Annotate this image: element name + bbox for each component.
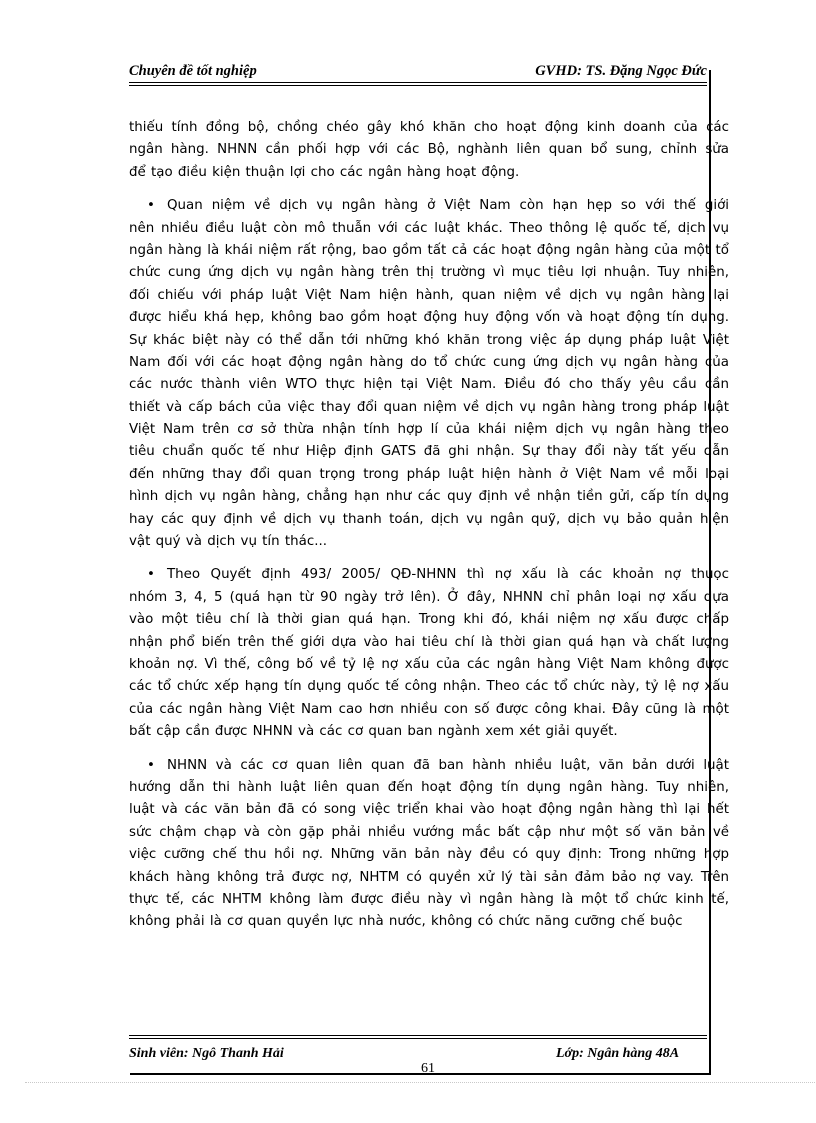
- line-text: Việt Nam trên cơ sở thừa nhận tính hợp lí của khái niệm dịch vụ ngân hàng theo: [129, 422, 729, 438]
- text-line: [129, 755, 729, 777]
- text-line: [129, 564, 729, 586]
- line-text: sức chậm chạp và còn gặp phải nhiều vướng mắc bất cập như một số văn bản về: [129, 824, 729, 840]
- page-frame-bottom: [130, 1073, 711, 1075]
- text-line: [129, 699, 729, 721]
- line-text: không phải là cơ quan quyền lực nhà nước, không có chức năng cưỡng chế buộc: [129, 914, 683, 930]
- text-line: [129, 374, 729, 396]
- text-line: [129, 721, 729, 743]
- line-text: hướng dẫn thi hành luật liên quan đến hoạt động tín dụng ngân hàng. Tuy nhiên,: [129, 779, 729, 795]
- line-text: ngân hàng là khái niệm rất rộng, bao gồm tất cả các hoạt động ngân hàng của một tổ: [129, 242, 729, 258]
- line-text: Theo Quyết định 493/ 2005/ QĐ-NHNN thì nợ xấu là các khoản nợ thuọc: [167, 567, 729, 583]
- text-line: [129, 117, 729, 139]
- line-text: bất cập cần được NHNN và các cơ quan ban ngành xem xét giải quyết.: [129, 724, 618, 740]
- page-header: [129, 60, 707, 83]
- line-text: vật quý và dịch vụ tín thác...: [129, 534, 327, 550]
- footer-class: Lớp: Ngân hàng 48A: [556, 1046, 680, 1061]
- line-text: việc cưỡng chế thu hồi nợ. Những văn bản này đều có quy định: Trong những hợp: [129, 847, 729, 863]
- line-text: hình dịch vụ ngân hàng, chẳng hạn như các quy định về nhận tiền gửi, cấp tín dụng: [129, 489, 729, 505]
- text-line: [129, 419, 729, 441]
- line-text: thực tế, các NHTM không làm được điều này vì ngân hàng là một tổ chức kinh tế,: [129, 891, 729, 907]
- line-text: để tạo điều kiện thuận lợi cho các ngân hàng hoạt động.: [129, 164, 520, 180]
- text-line: [129, 889, 729, 911]
- text-line: [129, 822, 729, 844]
- text-line: [129, 911, 729, 933]
- line-text: các nước thành viên WTO thực hiện tại Việt Nam. Điều đó cho thấy yêu cầu cần: [129, 377, 729, 393]
- bullet-icon: •: [147, 198, 155, 214]
- line-text: khách hàng không trả được nợ, NHTM có quyền xử lý tài sản đảm bảo nợ vay. Trên: [129, 869, 729, 885]
- line-text: của các ngân hàng Việt Nam cao hơn nhiều con số được công khai. Đây cũng là một: [129, 701, 729, 717]
- line-text: nên nhiều điều luật còn mô thuẫn với các luật khác. Theo thông lệ quốc tế, dịch vụ: [129, 220, 729, 236]
- text-line: [129, 867, 729, 889]
- line-text: luật và các văn bản đã có song việc triển khai vào hoạt động ngân hàng thì lại hết: [129, 802, 729, 818]
- header-supervisor: GVHD: TS. Đặng Ngọc Đức: [535, 63, 707, 79]
- line-text: nhóm 3, 4, 5 (quá hạn từ 90 ngày trở lên). Ở đây, NHNN chỉ phân loại nợ xấu dựa: [129, 589, 729, 605]
- text-line: [129, 285, 729, 307]
- page-footer: [129, 1038, 707, 1061]
- text-line: [129, 139, 729, 161]
- text-line: [129, 307, 729, 329]
- line-text: thiếu tính đồng bộ, chồng chéo gây khó khăn cho hoạt động kinh doanh của các: [129, 120, 729, 135]
- line-text: NHNN và các cơ quan liên quan đã ban hành nhiều luật, văn bản dưới luật: [167, 757, 729, 773]
- line-text: được hiểu khá hẹp, không bao gồm hoạt động huy động vốn và hoạt động tín dụng.: [129, 310, 729, 326]
- text-line: [129, 844, 729, 866]
- text-line: [129, 441, 729, 463]
- document-body: [129, 117, 729, 945]
- text-line: [129, 262, 729, 284]
- bullet-paragraph: [129, 755, 729, 934]
- line-text: đối chiếu với pháp luật Việt Nam hiện hành, quan niệm về dịch vụ ngân hàng lại: [129, 287, 729, 303]
- line-text: khoản nợ. Vì thế, công bố về tỷ lệ nợ xấu của các ngân hàng Việt Nam không được: [129, 656, 729, 672]
- text-line: [129, 632, 729, 654]
- paragraph: [129, 117, 729, 184]
- text-line: [129, 777, 729, 799]
- text-line: [129, 531, 729, 553]
- text-line: [129, 162, 729, 184]
- header-divider: [129, 85, 707, 86]
- bullet-paragraph: [129, 195, 729, 553]
- text-line: [129, 464, 729, 486]
- line-text: Quan niệm về dịch vụ ngân hàng ở Việt Nam còn hạn hẹp so với thế giới: [167, 198, 729, 214]
- text-line: [129, 509, 729, 531]
- text-line: [129, 587, 729, 609]
- footer-student: Sinh viên: Ngô Thanh Hải: [129, 1046, 284, 1061]
- line-text: thiết và cấp bách của việc thay đổi quan niệm về dịch vụ ngân hàng trong pháp luật: [129, 399, 729, 415]
- line-text: nhận phổ biến trên thế giới dựa vào hai tiêu chí là thời gian quá hạn và chất lượng: [129, 634, 729, 650]
- text-line: [129, 676, 729, 698]
- footer-divider: [129, 1035, 707, 1036]
- line-text: hay các quy định về dịch vụ thanh toán, dịch vụ ngân quỹ, dịch vụ bảo quản hiện: [129, 511, 729, 527]
- line-text: ngân hàng. NHNN cần phối hợp với các Bộ, nghành liên quan bổ sung, chỉnh sửa: [129, 142, 729, 158]
- text-line: [129, 240, 729, 262]
- text-line: [129, 330, 729, 352]
- text-line: [129, 352, 729, 374]
- line-text: đến những thay đổi quan trọng trong pháp luật hiện hành ở Việt Nam về mỗi loại: [129, 466, 729, 482]
- text-line: [129, 397, 729, 419]
- text-line: [129, 609, 729, 631]
- bullet-icon: •: [147, 757, 155, 773]
- line-text: các tổ chức xếp hạng tín dụng quốc tế công nhận. Theo các tổ chức này, tỷ lệ nợ xấu: [129, 679, 729, 695]
- page-number: 61: [421, 1061, 435, 1076]
- line-text: chức cung ứng dịch vụ ngân hàng trên thị trường vì mục tiêu lợi nhuận. Tuy nhiên,: [129, 265, 729, 281]
- page-edge-dots: [25, 1082, 815, 1083]
- line-text: vào một tiêu chí là thời gian quá hạn. Trong khi đó, khái niệm nợ xấu được chấp: [129, 612, 729, 628]
- line-text: Nam đối với các hoạt động ngân hàng do tổ chức cung ứng dịch vụ ngân hàng của: [129, 354, 729, 370]
- text-line: [129, 799, 729, 821]
- line-text: tiêu chuẩn quốc tế như Hiệp định GATS đã ghi nhận. Sự thay đổi này tất yếu dẫn: [129, 444, 729, 460]
- bullet-icon: •: [147, 567, 155, 583]
- text-line: [129, 486, 729, 508]
- line-text: Sự khác biệt này có thể dẫn tới những khó khăn trong việc áp dụng pháp luật Việt: [129, 332, 729, 348]
- text-line: [129, 195, 729, 217]
- text-line: [129, 654, 729, 676]
- header-title: Chuyên đề tốt nghiệp: [129, 63, 257, 79]
- text-line: [129, 218, 729, 240]
- bullet-paragraph: [129, 564, 729, 743]
